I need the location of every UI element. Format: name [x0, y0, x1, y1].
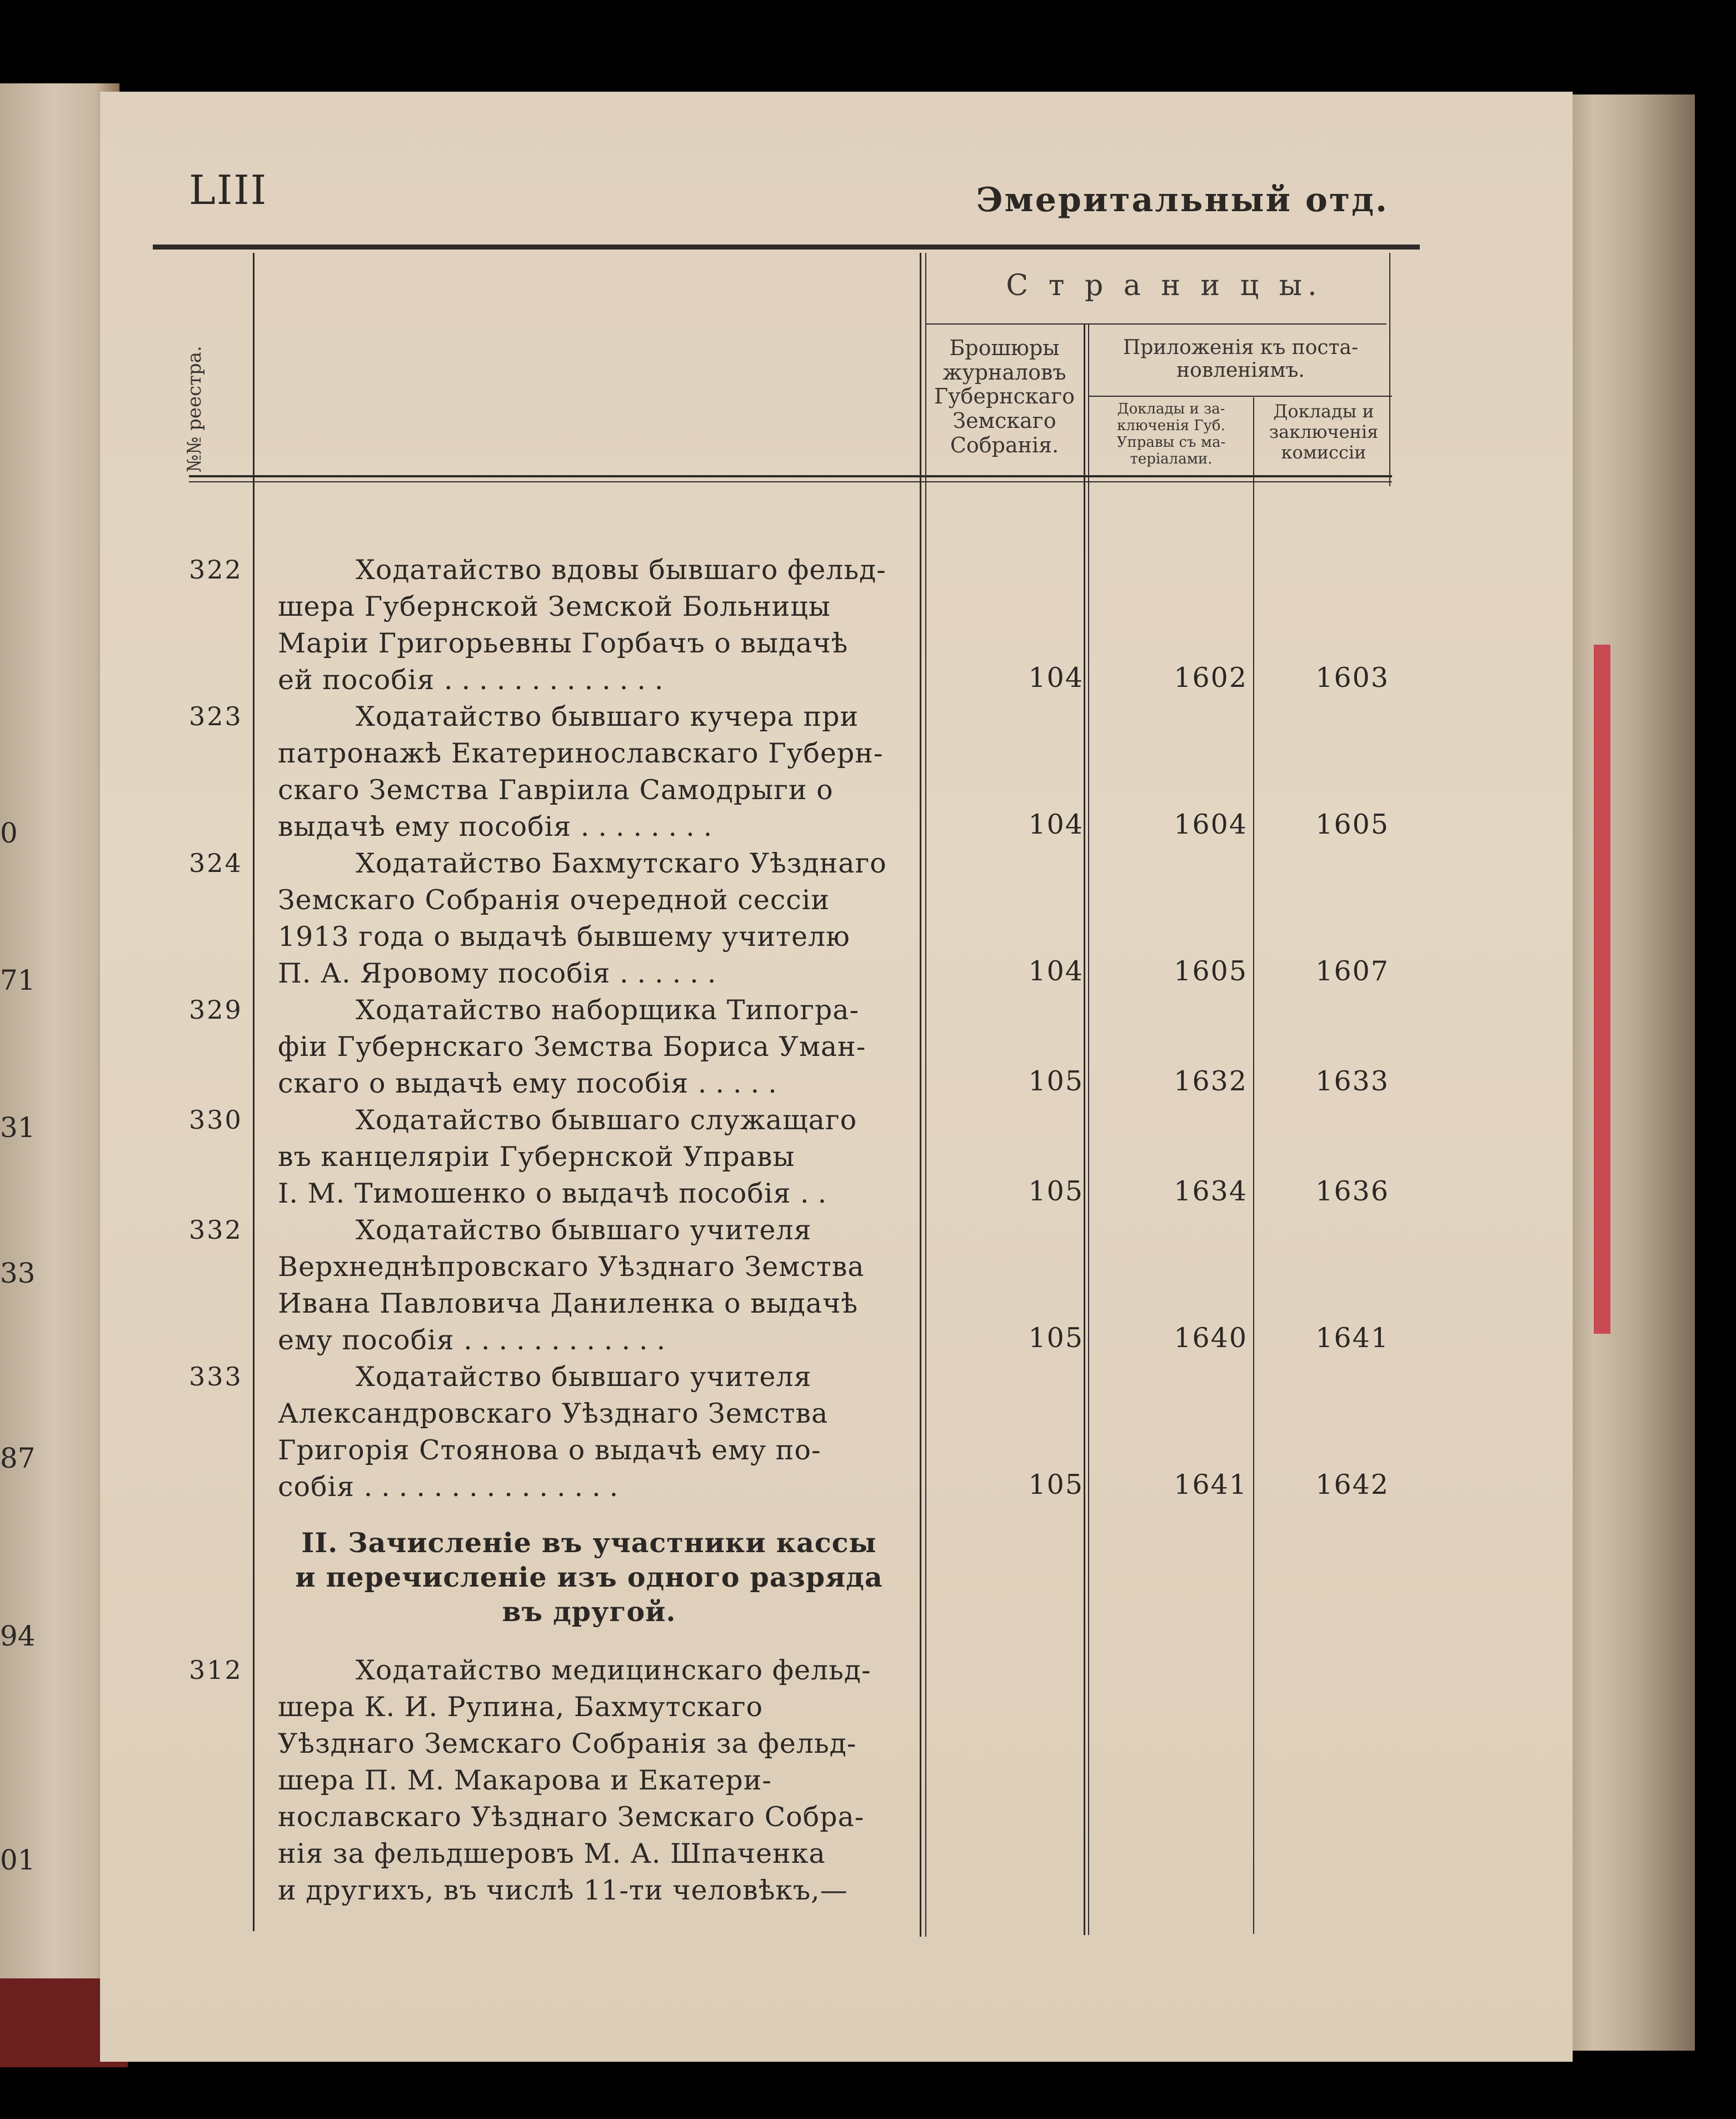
- board-page: 1640: [1174, 1322, 1248, 1354]
- brochures-header: Брошюры журналовъ Губернскаго Земскаго Собранія.: [934, 336, 1075, 457]
- brochure-page: 105: [1028, 1175, 1084, 1207]
- left-page-number: 01: [0, 1844, 36, 1876]
- top-rule: [153, 245, 1420, 250]
- pages-group-rule: [925, 323, 1386, 325]
- column-divider: [925, 253, 926, 1937]
- left-page-number: 0: [0, 817, 18, 849]
- left-page-number: 71: [0, 964, 36, 996]
- commission-page: 1641: [1315, 1322, 1389, 1354]
- appendices-header: Приложенія къ поста- новленіямъ.: [1123, 336, 1359, 382]
- column-divider: [253, 253, 255, 1931]
- commission-page: 1605: [1315, 809, 1389, 840]
- commission-page: 1642: [1315, 1469, 1389, 1500]
- registry-number: 332: [189, 1215, 243, 1245]
- commission-page: 1607: [1315, 955, 1389, 987]
- brochure-page: 104: [1028, 955, 1084, 987]
- entry-text: Ходатайство бывшаго служащаго въ канцеляріи Губернской Управы І. М. Тимошенко о выдачѣ пособія ..: [278, 1104, 857, 1209]
- entry-text: Ходатайство вдовы бывшаго фельд- шера Губернской Земской Больницы Маріи Григорьевны Горбачъ о выдачѣ ей пособія .............: [278, 554, 886, 696]
- registry-number: 329: [189, 995, 243, 1025]
- brochure-page: 104: [1028, 809, 1084, 840]
- registry-number: 324: [189, 848, 243, 878]
- commission-page: 1636: [1315, 1175, 1389, 1207]
- board-reports-header: Доклады и за- ключенія Губ. Управы съ ма- теріалами.: [1116, 401, 1226, 467]
- brochure-page: 105: [1028, 1322, 1084, 1354]
- bookmark-ribbon: [1594, 645, 1610, 1334]
- appendices-rule: [1089, 396, 1392, 397]
- registry-number: 333: [189, 1362, 243, 1392]
- entry-text: Ходатайство наборщика Типогра- фіи Губернскаго Земства Бориса Уман- скаго о выдачѣ ему пособія .....: [278, 994, 866, 1099]
- entry-text: Ходатайство бывшаго учителя Верхнеднѣпровскаго Уѣзднаго Земства Ивана Павловича Даниленка о выдачѣ ему пособія ............: [278, 1214, 865, 1356]
- entry-text: Ходатайство Бахмутскаго Уѣзднаго Земскаго Собранія очередной сессіи 1913 года о выдачѣ бывшему учителю П. А. Яровому пособія ......: [278, 847, 887, 989]
- section-heading: II. Зачисленіе въ участники кассы и перечисленіе изъ одного разряда въ другой.: [295, 1527, 883, 1628]
- registry-number: 322: [189, 555, 243, 585]
- entry-text: Ходатайство бывшаго учителя Александровскаго Уѣзднаго Земства Григорія Стоянова о выдачѣ ему по- собія ...............: [278, 1361, 829, 1503]
- board-page: 1604: [1174, 809, 1248, 840]
- commission-reports-header: Доклады и заключенія комиссіи: [1269, 401, 1379, 463]
- brochure-page: 105: [1028, 1065, 1084, 1097]
- board-page: 1641: [1174, 1469, 1248, 1500]
- brochure-page: 105: [1028, 1469, 1084, 1500]
- entry-text: Ходатайство медицинскаго фельд- шера К. И. Рупина, Бахмутскаго Уѣзднаго Земскаго Собранія за фельд- шера П. М. Макарова и Екатери- нославскаго Уѣзднаго Земскаго Собра- нія за фельдшеровъ М. А. Шпаченка и другихъ, въ числѣ 11-ти человѣкъ,—: [278, 1654, 871, 1906]
- pages-group-header: С т р а н и ц ы.: [1006, 269, 1323, 302]
- board-page: 1632: [1174, 1065, 1248, 1097]
- brochure-page: 104: [1028, 662, 1084, 694]
- registry-number: 323: [189, 701, 243, 731]
- header-rule-thin: [189, 481, 1392, 482]
- page-number: LIII: [189, 167, 268, 213]
- left-page-number: 33: [0, 1257, 36, 1289]
- registry-number: 330: [189, 1105, 243, 1135]
- column-divider: [1084, 323, 1085, 1935]
- entry-text: Ходатайство бывшаго кучера при патронажѣ Екатеринославскаго Губерн- скаго Земства Гавріила Самодрыги о выдачѣ ему пособія ........: [278, 701, 884, 842]
- column-divider: [920, 253, 921, 1937]
- board-page: 1605: [1174, 955, 1248, 987]
- running-head: Эмеритальный отд.: [976, 181, 1389, 220]
- header-rule: [189, 475, 1392, 477]
- left-page-number: 87: [0, 1442, 36, 1474]
- commission-page: 1603: [1315, 662, 1389, 694]
- registry-column-header: №№ реестра.: [183, 346, 206, 472]
- board-page: 1634: [1174, 1175, 1248, 1207]
- column-divider: [1088, 323, 1089, 1935]
- left-page-number: 31: [0, 1111, 36, 1144]
- left-page-number: 94: [0, 1620, 36, 1652]
- board-page: 1602: [1174, 662, 1248, 694]
- column-divider: [1253, 397, 1254, 1934]
- commission-page: 1633: [1315, 1065, 1389, 1097]
- registry-number: 312: [189, 1655, 243, 1685]
